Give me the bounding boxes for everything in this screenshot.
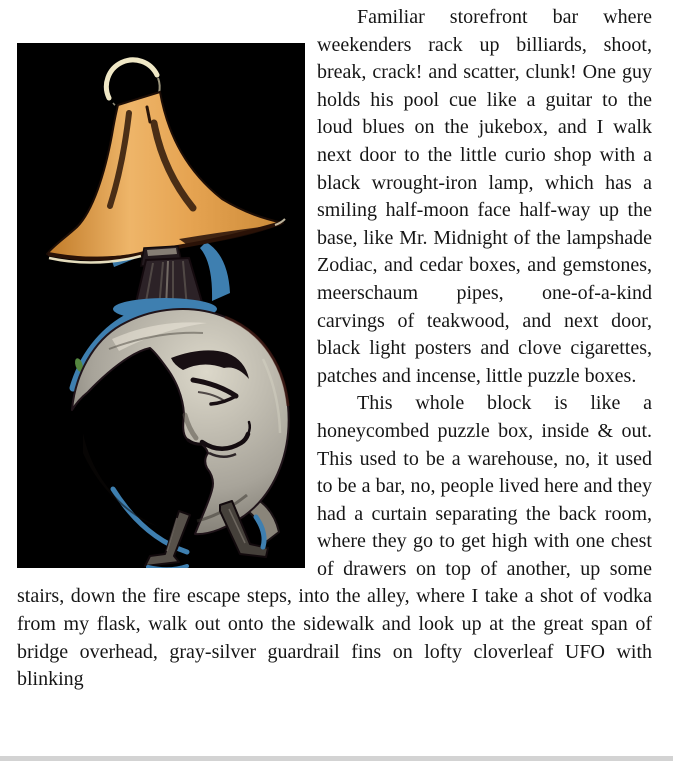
story-paragraph-1: Familiar storefront bar where weekenders rack up billiards, shoot, break, crack! and scatter, clunk! One guy holds his pool cue like a guitar to the loud blues on the jukebox, and I walk next door to the little curio shop with a black wrought-iron lamp, which has a smiling half-moon face half-way up the base, like Mr. Midnight of the lampshade Zodiac, and cedar boxes, and gemstones, meerschaum pipes, one-of-a-kind carvings of teakwood, and next door, black light posters and clove cigarettes, patches and incense, little puzzle boxes. [317,6,652,387]
story-paragraph-2: This whole block is like a honeycombed puzzle box, inside & out. This used to be a warehouse, no, it used to be a bar, no, people lived here and they had a curtain separating the back room, where they go to get high with one chest of drawers on top of another, up some stairs, down the fire escape steps, into the alley, where I take a shot of vodka from my flask, walk out onto the sidewalk and look up at the great span of bridge overhead, gray-silver guardrail fins on lofty cloverleaf UFO with blinking [17,392,652,691]
moon-lamp-image [17,43,305,568]
page-bottom-edge [0,756,673,761]
moon-lamp-drawing [17,43,305,568]
